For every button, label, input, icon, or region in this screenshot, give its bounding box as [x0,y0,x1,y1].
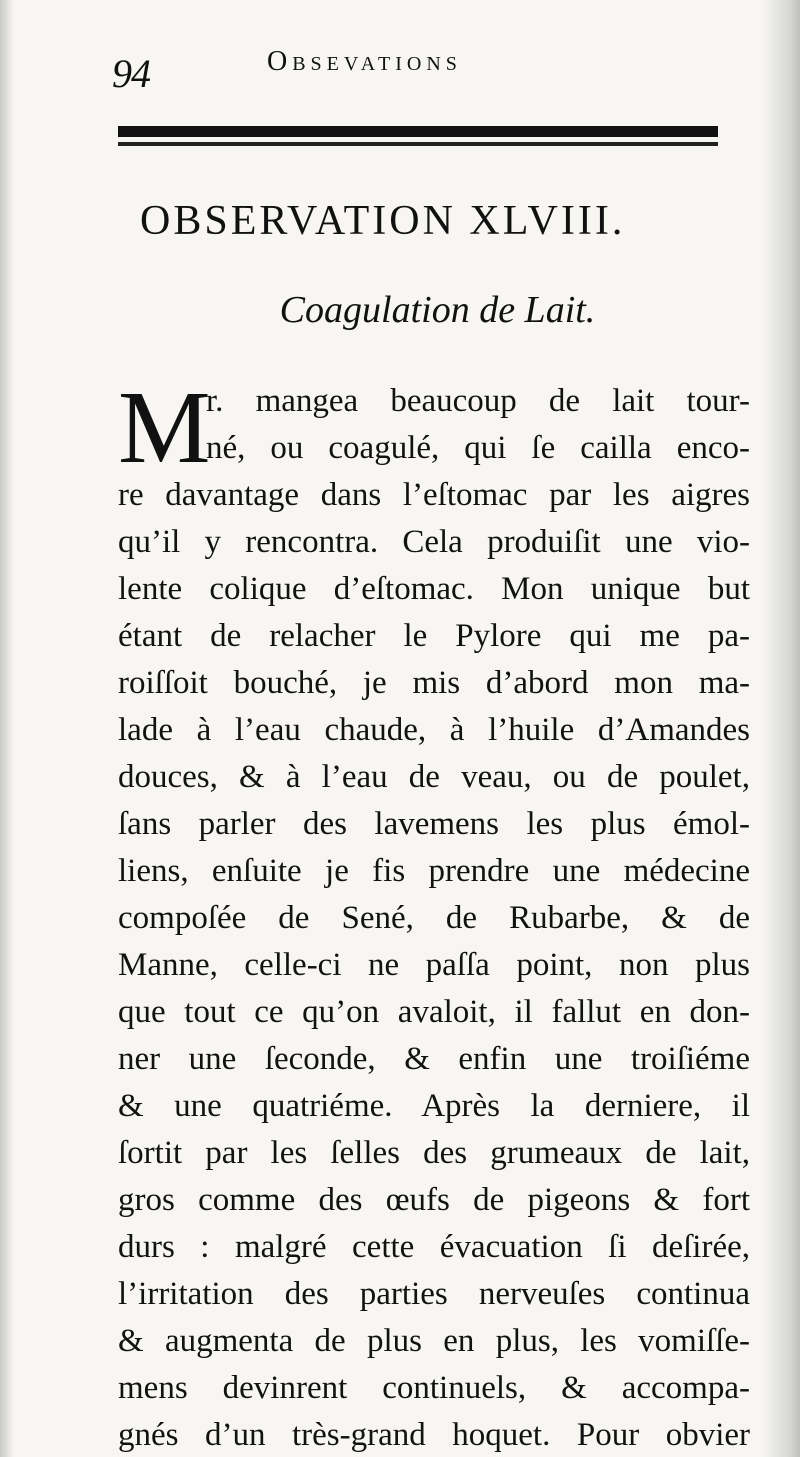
text-line: Manne, celle-ci ne paſſa point, non plus [118,947,750,983]
text-line: roiſſoit bouché, je mis d’abord mon ma- [118,665,750,701]
text-line: qu’il y rencontra. Cela produiſit une vio- [118,524,750,560]
text-line: & une quatriéme. Après la derniere, il [118,1088,750,1124]
observation-subtitle: Coagulation de Lait. [279,289,596,331]
text-line: né, ou coagulé, qui ſe cailla enco- [206,430,750,466]
text-line: re davantage dans l’eſtomac par les aigres [118,477,750,513]
drop-cap: M [118,370,211,485]
body-text [118,370,750,1457]
text-line: étant de relacher le Pylore qui me pa- [118,618,750,654]
text-line: lade à l’eau chaude, à l’huile d’Amandes [118,712,750,748]
text-line: ſortit par les ſelles des grumeaux de lait, [118,1135,750,1171]
text-line: gros comme des œufs de pigeons & fort [118,1182,750,1218]
text-line: r. mangea beaucoup de lait tour- [206,383,750,419]
text-line: & augmenta de plus en plus, les vomiſſe- [118,1323,750,1359]
text-line: ſans parler des lavemens les plus émol- [118,806,750,842]
text-line: gnés d’un très-grand hoquet. Pour obvier [118,1417,750,1453]
text-line: ner une ſeconde, & enfin une troiſiéme [118,1041,750,1077]
text-line: durs : malgré cette évacuation ſi deſirée, [118,1229,750,1265]
text-line: compoſée de Sené, de Rubarbe, & de [118,900,750,936]
text-line: lente colique d’eſtomac. Mon unique but [118,571,750,607]
text-line: mens devinrent continuels, & accompa- [118,1370,750,1406]
page-number: 94 [112,51,150,96]
running-head: Obsevations [267,46,462,77]
header-rule-thin [118,142,718,146]
header-rule-thick [118,126,718,137]
page-header [112,40,732,96]
observation-title: OBSERVATION XLVIII. [140,198,626,244]
text-line: que tout ce qu’on avaloit, il fallut en don- [118,994,750,1030]
page-gutter-shadow [0,0,14,1457]
text-line: l’irritation des parties nerveuſes continua [118,1276,750,1312]
text-line: douces, & à l’eau de veau, ou de poulet, [118,759,750,795]
text-line: liens, enſuite je fis prendre une médecine [118,853,750,889]
page-edge-shadow [762,0,800,1457]
